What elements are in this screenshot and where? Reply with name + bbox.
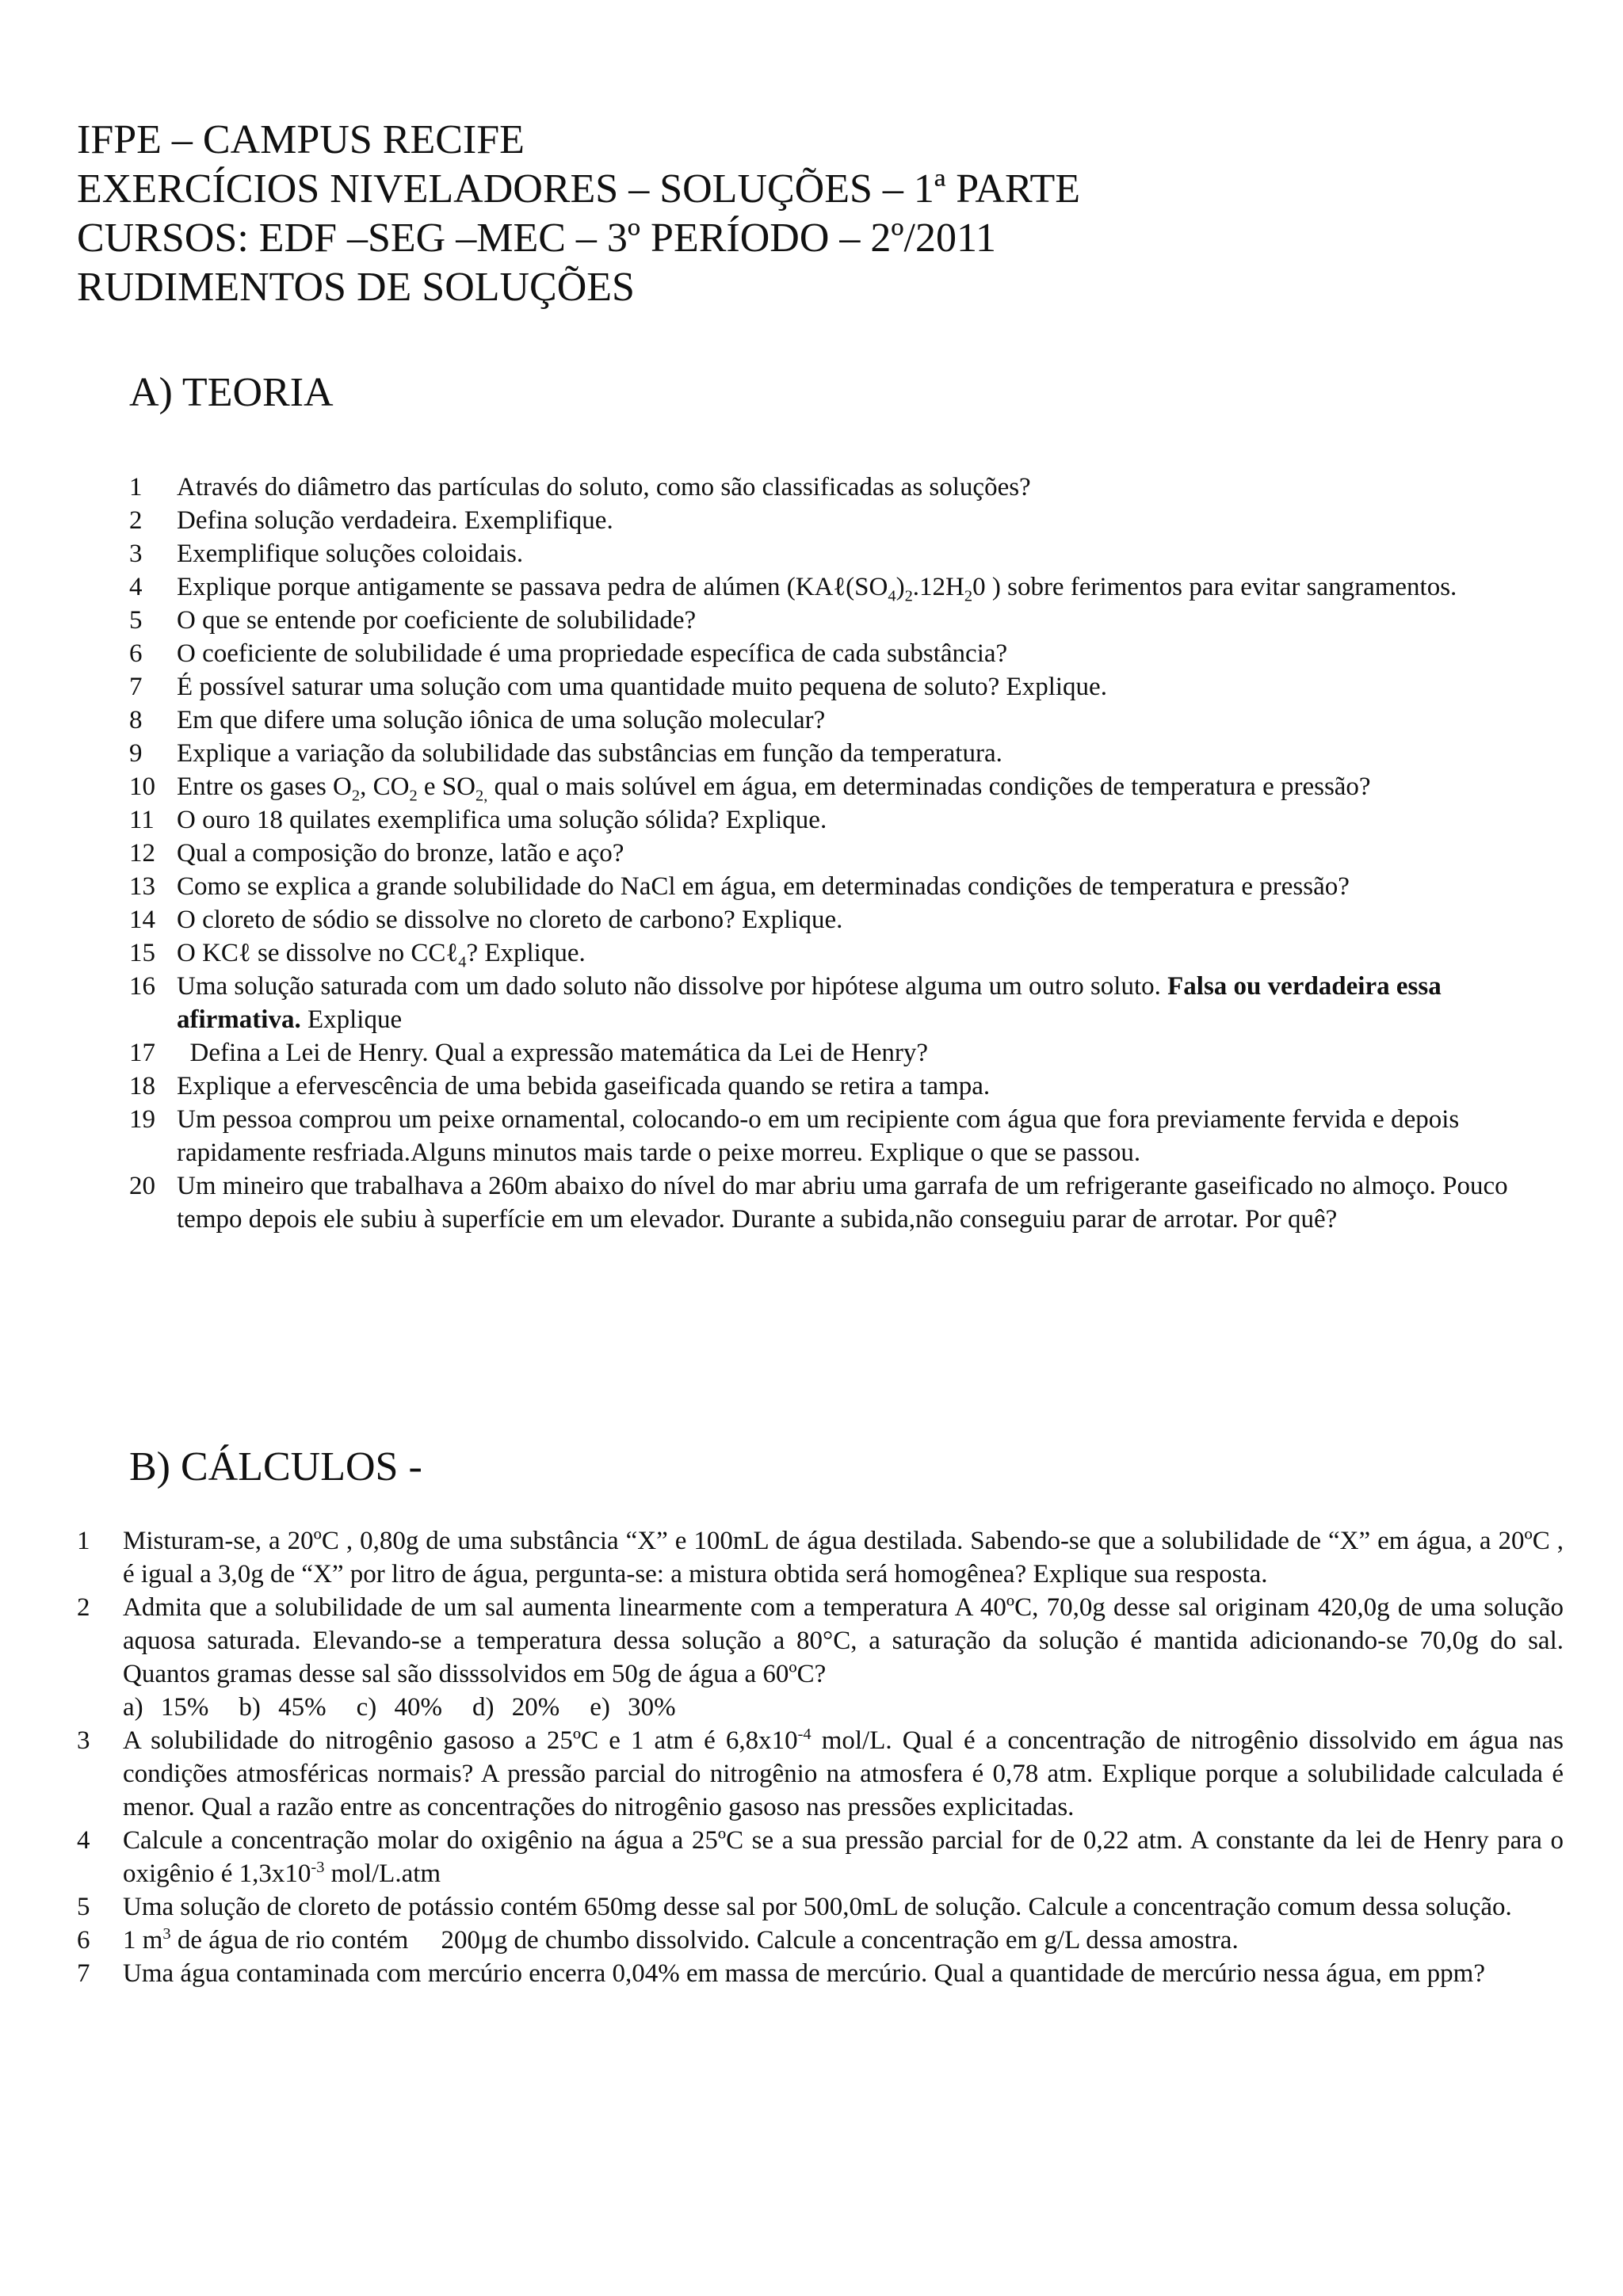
list-item	[129, 570, 1516, 604]
question-text: Como se explica a grande solubilidade do NaCl em água, em determinadas condições de temperatura e pressão?	[177, 872, 1350, 901]
question-text: Através do diâmetro das partículas do soluto, como são classificadas as soluções?	[177, 473, 1031, 502]
calculation-question-list	[77, 1524, 1564, 1990]
list-item	[129, 903, 1516, 936]
item-number: 6	[77, 1926, 90, 1955]
section-b-title: B) CÁLCULOS -	[129, 1444, 422, 1489]
item-number: 17	[129, 1039, 155, 1067]
list-item	[129, 1036, 1516, 1070]
item-number: 8	[129, 706, 143, 734]
item-number: 14	[129, 906, 155, 934]
option-a: a) 15%	[123, 1693, 209, 1722]
option-c: c) 40%	[356, 1693, 443, 1722]
answer-options	[123, 1691, 1564, 1724]
list-item	[129, 670, 1516, 704]
option-b: b) 45%	[239, 1693, 327, 1722]
question-text: Em que difere uma solução iônica de uma solução molecular?	[177, 706, 826, 734]
list-item	[77, 1524, 1564, 1591]
list-item	[129, 504, 1516, 537]
list-item	[129, 1070, 1516, 1103]
question-text: O que se entende por coeficiente de solubilidade?	[177, 606, 697, 635]
question-text: Defina a Lei de Henry. Qual a expressão matemática da Lei de Henry?	[177, 1039, 928, 1067]
option-d: d) 20%	[472, 1693, 560, 1722]
item-number: 11	[129, 806, 155, 834]
question-text: 1 $m^3$ de água de rio contém 200μg de chumbo dissolvido. Calcule a concentração em g/L dessa amostra.	[123, 1925, 1239, 1955]
question-text: Qual a composição do bronze, latão e aço?	[177, 839, 624, 868]
list-item	[129, 737, 1516, 770]
question-text: A solubilidade do nitrogênio gasoso a 25ºC e 1 atm é $6,8x10^{-4}$ mol/L. Qual é a concentração de nitrogênio dissolvido em água nas condições atmosféricas normais? A pressão parcial do nitrogênio na atmosfera é 0,78 atm. Explique porque a solubilidade calculada é menor. Qual a razão entre as concentrações do nitrogênio gasoso nas pressões explicitadas.	[123, 1726, 1564, 1821]
list-item	[77, 1824, 1564, 1890]
item-number: 4	[77, 1826, 90, 1855]
question-text: É possível saturar uma solução com uma quantidade muito pequena de soluto? Explique.	[177, 673, 1107, 701]
question-text: Uma água contaminada com mercúrio encerra 0,04% em massa de mercúrio. Qual a quantidade de mercúrio nessa água, em ppm?	[123, 1959, 1485, 1988]
courses-line: CURSOS: EDF –SEG –MEC – 3º PERÍODO – 2º/2011	[77, 215, 997, 261]
item-number: 1	[129, 473, 143, 502]
list-item	[129, 537, 1516, 570]
document-header	[77, 116, 1080, 312]
list-item	[77, 1924, 1564, 1957]
section-a-title: A) TEORIA	[129, 370, 334, 415]
item-number: 9	[129, 739, 143, 768]
item-number: 15	[129, 939, 155, 967]
question-text: Um pessoa comprou um peixe ornamental, colocando-o em um recipiente com água que fora previamente fervida e depois rapidamente resfriada.Alguns minutos mais tarde o peixe morreu. Explique o que se passou.	[177, 1105, 1460, 1167]
question-text: O cloreto de sódio se dissolve no cloreto de carbono? Explique.	[177, 906, 843, 934]
item-number: 3	[77, 1726, 90, 1755]
list-item	[77, 1890, 1564, 1924]
question-text: Explique a efervescência de uma bebida gaseificada quando se retira a tampa.	[177, 1072, 991, 1100]
item-number: 16	[129, 972, 155, 1001]
item-number: 12	[129, 839, 155, 868]
question-text: O coeficiente de solubilidade é uma propriedade específica de cada substância?	[177, 639, 1008, 668]
question-text: Uma solução saturada com um dado soluto não dissolve por hipótese alguma um outro soluto. Falsa ou verdadeira essa afirmativa. Explique	[177, 972, 1442, 1034]
item-number: 18	[129, 1072, 155, 1100]
list-item	[129, 704, 1516, 737]
question-text: Uma solução de cloreto de potássio contém 650mg desse sal por 500,0mL de solução. Calcule a concentração comum dessa solução.	[123, 1893, 1512, 1921]
question-text: Um mineiro que trabalhava a 260m abaixo do nível do mar abriu uma garrafa de um refrigerante gaseificado no almoço. Pouco tempo depois ele subiu à superfície em um elevador. Durante a subida,não conseguiu parar de arrotar. Por quê?	[177, 1172, 1508, 1234]
institution-title: IFPE – CAMPUS RECIFE	[77, 117, 525, 162]
topic-title: RUDIMENTOS DE SOLUÇÕES	[77, 265, 635, 310]
list-item	[129, 803, 1516, 837]
question-text: Calcule a concentração molar do oxigênio na água a 25ºC se a sua pressão parcial for de 0,22 atm. A constante da lei de Henry para o oxigênio é $1,3x10^{-3}$ mol/L.atm	[123, 1826, 1564, 1888]
question-text: Defina solução verdadeira. Exemplifique.	[177, 506, 613, 535]
list-item	[129, 637, 1516, 670]
item-number: 19	[129, 1105, 155, 1134]
question-text: Admita que a solubilidade de um sal aumenta linearmente com a temperatura A 40ºC, 70,0g desse sal originam 420,0g de uma solução aquosa saturada. Elevando-se a temperatura dessa solução a 80°C, a saturação da solução é mantida adicionando-se 70,0g do sal. Quantos gramas desse sal são disssolvidos em 50g de água a 60ºC?	[123, 1593, 1564, 1688]
item-number: 3	[129, 540, 143, 568]
list-item	[129, 837, 1516, 870]
item-number: 13	[129, 872, 155, 901]
list-item	[129, 936, 1516, 970]
item-number: 7	[129, 673, 143, 701]
item-number: 10	[129, 772, 155, 801]
list-item	[129, 1103, 1516, 1169]
question-text: Misturam-se, a 20ºC , 0,80g de uma substância “X” e 100mL de água destilada. Sabendo-se que a solubilidade de “X” em água, a 20ºC , é igual a 3,0g de “X” por litro de água, pergunta-se: a mistura obtida será homogênea? Explique sua resposta.	[123, 1527, 1564, 1589]
list-item	[77, 1957, 1564, 1990]
theory-question-list	[129, 471, 1516, 1236]
exercise-title: EXERCÍCIOS NIVELADORES – SOLUÇÕES – 1ª PARTE	[77, 166, 1081, 212]
question-text: Exemplifique soluções coloidais.	[177, 540, 524, 568]
item-number: 6	[129, 639, 143, 668]
list-item	[77, 1724, 1564, 1824]
question-text: Entre os gases $O_2$, $CO_2$ e $SO_{2,}$ qual o mais solúvel em água, em determinadas condições de temperatura e pressão?	[177, 772, 1371, 805]
item-number: 2	[77, 1593, 90, 1622]
list-item	[129, 870, 1516, 903]
question-text: O ouro 18 quilates exemplifica uma solução sólida? Explique.	[177, 806, 827, 834]
item-number: 5	[129, 606, 143, 635]
list-item	[129, 471, 1516, 504]
item-number: 7	[77, 1959, 90, 1988]
list-item	[129, 1169, 1516, 1236]
item-number: 2	[129, 506, 143, 535]
item-number: 1	[77, 1527, 90, 1555]
question-text: Explique porque antigamente se passava pedra de alúmen ($KA\ell(SO_4)_2.12H_20$ ) sobre ferimentos para evitar sangramentos.	[177, 573, 1457, 605]
list-item	[129, 604, 1516, 637]
list-item	[129, 770, 1516, 803]
list-item	[129, 970, 1516, 1036]
question-text: Explique a variação da solubilidade das substâncias em função da temperatura.	[177, 739, 1002, 768]
item-number: 20	[129, 1172, 155, 1200]
list-item	[77, 1591, 1564, 1724]
item-number: 4	[129, 573, 143, 601]
question-text: O KCℓ se dissolve no CCℓ$_4$? Explique.	[177, 939, 586, 971]
item-number: 5	[77, 1893, 90, 1921]
option-e: e) 30%	[590, 1693, 676, 1722]
